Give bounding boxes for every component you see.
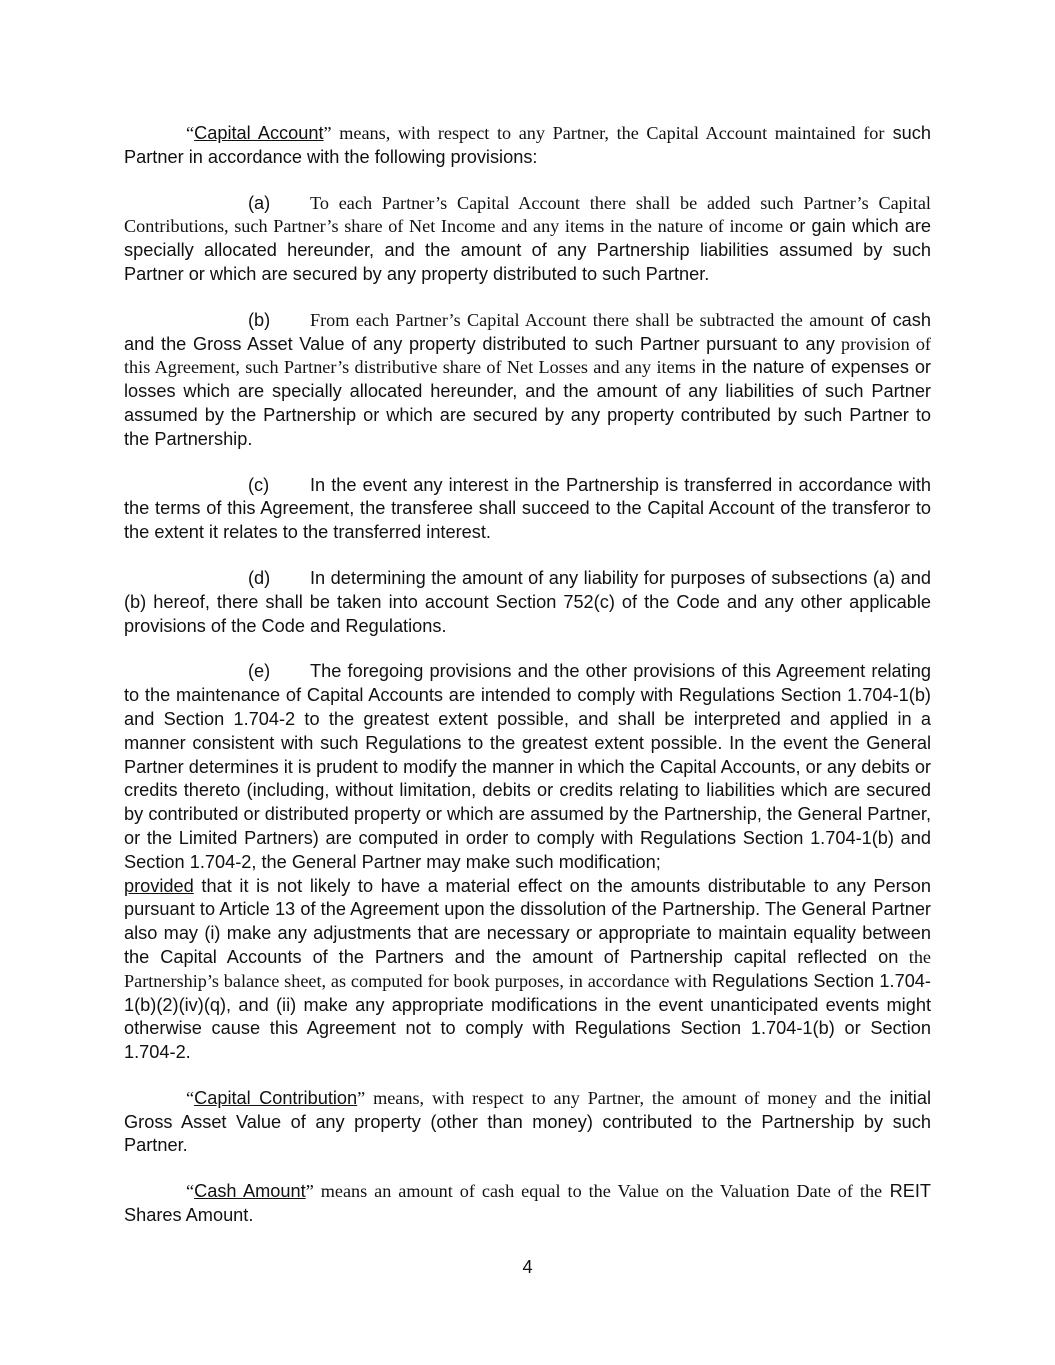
defined-term-capital-account: Capital Account bbox=[194, 123, 324, 143]
subsection-text-sans: in the nature of expenses or losses which are specially allocated hereunder, and the amount of any liabilities of such Partner assumed by the Partnership or which are secured by any property contributed by such Partner to the Partnership. bbox=[124, 357, 931, 449]
subsection-letter: (d) bbox=[248, 567, 271, 588]
page-number: 4 bbox=[522, 1257, 533, 1277]
subsection-text-serif: the Partnership’s balance sheet, as computed for book purposes, in accordance with bbox=[124, 946, 931, 991]
close-quote: ” bbox=[323, 123, 332, 143]
subsection-letter: (b) bbox=[248, 309, 271, 330]
defined-term-capital-contribution: Capital Contribution bbox=[194, 1087, 358, 1108]
subsection-text: that it is not likely to have a material effect on the amounts distributable to any Person pursuant to Article 13 of the Agreement upon the dissolution of the Partnership. The General Partner also may (i) make any adjustments that are necessary or appropriate to maintain equality between the Capital Accounts of the Partners and the amount of Partnership capital reflected on bbox=[124, 875, 931, 967]
subsection-letter: (e) bbox=[248, 661, 271, 682]
subsection-text-serif: From each Partner’s Capital Account there shall be subtracted the amount bbox=[310, 309, 864, 330]
subsection-d bbox=[124, 567, 931, 638]
subsection-a bbox=[124, 192, 931, 287]
open-quote: “ bbox=[186, 1181, 195, 1202]
definition-text-serif: means, with respect to any Partner, the amount of money and the bbox=[365, 1087, 882, 1108]
close-quote: ” bbox=[357, 1087, 366, 1108]
definition-capital-contribution bbox=[124, 1087, 931, 1158]
subsection-e bbox=[124, 660, 931, 1065]
subsection-letter: (a) bbox=[248, 192, 271, 213]
subsection-b bbox=[124, 309, 931, 452]
definition-cash-amount bbox=[124, 1180, 931, 1228]
subsection-letter: (c) bbox=[248, 474, 270, 495]
open-quote: “ bbox=[186, 123, 195, 143]
definition-text-sans: such Partner in accordance with the following provisions: bbox=[124, 123, 931, 167]
subsection-text-sans: or gain which are specially allocated hereunder, and the amount of any Partnership liabilities assumed by such Partner or which are secured by any property distributed to such Partner. bbox=[124, 216, 932, 284]
definition-text-serif: means an amount of cash equal to the Value on the Valuation Date of the bbox=[313, 1181, 883, 1202]
defined-term-cash-amount: Cash Amount bbox=[194, 1181, 306, 1202]
provided-term: provided bbox=[124, 875, 194, 896]
close-quote: ” bbox=[305, 1181, 314, 1202]
definition-text-sans: initial Gross Asset Value of any property (other than money) contributed to the Partnership by such Partner. bbox=[124, 1087, 931, 1156]
subsection-text-serif: To each Partner’s Capital Account there shall be added such Partner’s Capital Contributions, such Partner’s share of Net Income and any items in the nature of income bbox=[124, 192, 931, 237]
subsection-text: In the event any interest in the Partnership is transferred in accordance with the terms of this Agreement, the transferee shall succeed to the Capital Account of the transferor to the extent it relates to the transferred interest. bbox=[124, 474, 931, 543]
subsection-text: The foregoing provisions and the other provisions of this Agreement relating to the maintenance of Capital Accounts are intended to comply with Regulations Section 1.704-1(b) and Section 1.704-2 to the greatest extent possible, and shall be interpreted and applied in a manner consistent with such Regulations to the greatest extent possible. In the event the General Partner determines it is prudent to modify the manner in which the Capital Accounts, or any debits or credits thereto (including, without limitation, debits or credits relating to liabilities which are secured by contributed or distributed property or which are assumed by the Partnership, the General Partner, or the Limited Partners) are computed in order to comply with Regulations Section 1.704-1(b) and Section 1.704-2, the General Partner may make such modification; bbox=[124, 661, 931, 872]
definition-capital-account bbox=[124, 122, 931, 170]
subsection-text-sans: of cash and the Gross Asset Value of any property distributed to such Partner pursuant to any bbox=[124, 309, 931, 354]
subsection-c bbox=[124, 474, 931, 545]
document-page bbox=[124, 122, 931, 1250]
subsection-text-serif: provision of this Agreement, such Partner’s distributive share of Net Losses and any items bbox=[124, 333, 931, 378]
open-quote: “ bbox=[186, 1087, 195, 1108]
subsection-text: In determining the amount of any liability for purposes of subsections (a) and (b) hereof, there shall be taken into account Section 752(c) of the Code and any other applicable provisions of the Code and Regulations. bbox=[124, 567, 931, 636]
definition-text-serif: means, with respect to any Partner, the Capital Account maintained for bbox=[331, 123, 885, 143]
subsection-text: Regulations Section 1.704-1(b)(2)(iv)(q), and (ii) make any appropriate modifications in the event unanticipated events might otherwise cause this Agreement not to comply with Regulations Section 1.704-1(b) or Section 1.704-2. bbox=[124, 970, 931, 1063]
definition-text-sans: REIT Shares Amount. bbox=[124, 1181, 932, 1226]
